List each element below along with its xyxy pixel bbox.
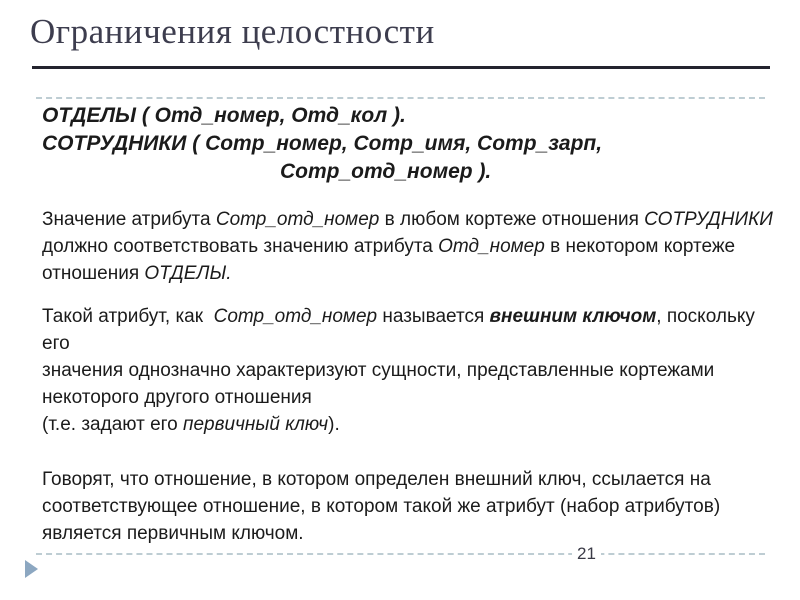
paragraph-referencing-relation: Говорят, что отношение, в котором определен внешний ключ, ссылается на соответствующее отношение, в котором такой же атрибут (набор атрибутов) является первичным ключом. xyxy=(42,469,721,544)
content-placeholder-top-border xyxy=(36,97,765,99)
schema-line-sotrudniki: СОТРУДНИКИ ( Сотр_номер, Сотр_имя, Сотр_зарп, xyxy=(42,132,603,155)
slide-title: Ограничения целостности xyxy=(30,12,435,51)
relation-schema-block xyxy=(42,102,772,186)
footer-dotted-line xyxy=(36,553,765,555)
schema-line-sotrudniki-continuation: Сотр_отд_номер ). xyxy=(280,160,492,183)
paragraph-foreign-key-definition: Такой атрибут, как Сотр_отд_номер называется внешним ключом, поскольку его значения однозначно характеризуют сущности, представленные кортежами некоторого другого отношения (т.е. задают его первичный ключ). xyxy=(42,306,761,435)
page-number: 21 xyxy=(572,544,601,564)
schema-line-otdely: ОТДЕЛЫ ( Отд_номер, Отд_кол ). xyxy=(42,104,406,127)
play-triangle-icon xyxy=(25,560,38,578)
paragraph-foreign-key-constraint: Значение атрибута Сотр_отд_номер в любом кортеже отношения СОТРУДНИКИ должно соответствовать значению атрибута Отд_номер в некотором кортеже отношения ОТДЕЛЫ. xyxy=(42,209,773,284)
title-underline-rule xyxy=(32,66,770,69)
